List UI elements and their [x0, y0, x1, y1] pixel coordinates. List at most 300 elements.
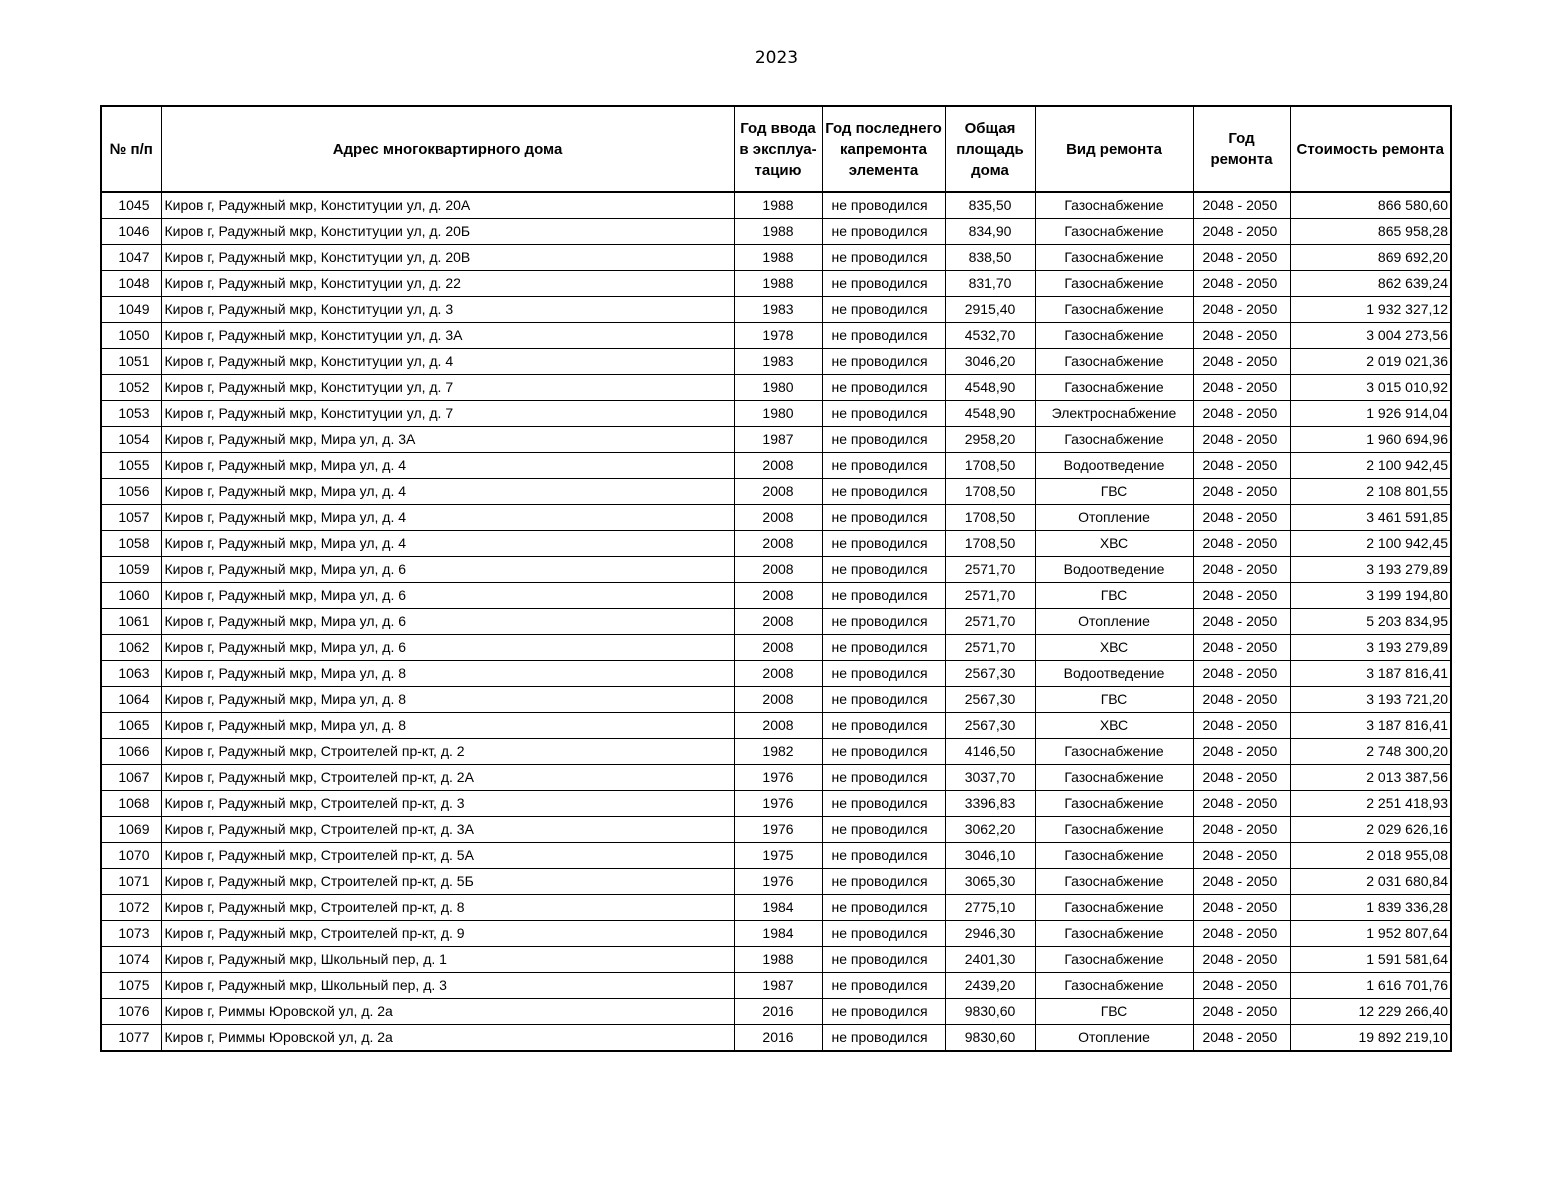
- cell-cost: 1 926 914,04: [1290, 401, 1451, 427]
- cell-last-repair: не проводился: [822, 687, 945, 713]
- cell-address: Киров г, Радужный мкр, Мира ул, д. 8: [161, 687, 734, 713]
- cell-address: Киров г, Радужный мкр, Мира ул, д. 6: [161, 557, 734, 583]
- cell-year-built: 2008: [734, 583, 822, 609]
- cell-year-built: 2008: [734, 557, 822, 583]
- cell-area: 4146,50: [945, 739, 1035, 765]
- cell-last-repair: не проводился: [822, 479, 945, 505]
- table-row: [101, 401, 1451, 427]
- table-row: [101, 921, 1451, 947]
- cell-last-repair: не проводился: [822, 973, 945, 999]
- cell-area: 2571,70: [945, 609, 1035, 635]
- cell-area: 2567,30: [945, 713, 1035, 739]
- cell-address: Киров г, Радужный мкр, Строителей пр-кт, д. 9: [161, 921, 734, 947]
- cell-repair-type: Газоснабжение: [1035, 765, 1193, 791]
- table-row: [101, 817, 1451, 843]
- cell-area: 1708,50: [945, 505, 1035, 531]
- cell-repair-type: ГВС: [1035, 479, 1193, 505]
- cell-last-repair: не проводился: [822, 557, 945, 583]
- cell-last-repair: не проводился: [822, 583, 945, 609]
- cell-area: 2958,20: [945, 427, 1035, 453]
- cell-cost: 3 015 010,92: [1290, 375, 1451, 401]
- cell-year-built: 2008: [734, 687, 822, 713]
- cell-address: Киров г, Радужный мкр, Мира ул, д. 6: [161, 635, 734, 661]
- table-row: [101, 1025, 1451, 1052]
- cell-repair-type: Газоснабжение: [1035, 817, 1193, 843]
- header-num: № п/п: [101, 106, 161, 192]
- cell-year-built: 1978: [734, 323, 822, 349]
- cell-year-built: 1988: [734, 271, 822, 297]
- cell-last-repair: не проводился: [822, 947, 945, 973]
- cell-repair-type: Газоснабжение: [1035, 375, 1193, 401]
- cell-repair-type: Электроснабжение: [1035, 401, 1193, 427]
- table-row: [101, 505, 1451, 531]
- cell-repair-year: 2048 - 2050: [1193, 219, 1290, 245]
- cell-last-repair: не проводился: [822, 921, 945, 947]
- cell-repair-year: 2048 - 2050: [1193, 687, 1290, 713]
- cell-last-repair: не проводился: [822, 219, 945, 245]
- cell-repair-type: Газоснабжение: [1035, 739, 1193, 765]
- cell-num: 1056: [101, 479, 161, 505]
- cell-year-built: 2008: [734, 531, 822, 557]
- cell-area: 3037,70: [945, 765, 1035, 791]
- cell-num: 1076: [101, 999, 161, 1025]
- cell-year-built: 1987: [734, 427, 822, 453]
- cell-num: 1075: [101, 973, 161, 999]
- header-cost: Стоимость ремонта: [1290, 106, 1451, 192]
- cell-year-built: 1988: [734, 192, 822, 219]
- cell-address: Киров г, Радужный мкр, Мира ул, д. 4: [161, 505, 734, 531]
- cell-repair-type: ХВС: [1035, 713, 1193, 739]
- cell-repair-type: Газоснабжение: [1035, 869, 1193, 895]
- cell-address: Киров г, Радужный мкр, Строителей пр-кт, д. 5А: [161, 843, 734, 869]
- cell-address: Киров г, Радужный мкр, Строителей пр-кт, д. 2А: [161, 765, 734, 791]
- cell-repair-year: 2048 - 2050: [1193, 245, 1290, 271]
- cell-last-repair: не проводился: [822, 869, 945, 895]
- cell-year-built: 1988: [734, 219, 822, 245]
- cell-repair-type: ГВС: [1035, 687, 1193, 713]
- cell-area: 1708,50: [945, 479, 1035, 505]
- table-body: [101, 192, 1451, 1051]
- cell-area: 834,90: [945, 219, 1035, 245]
- cell-last-repair: не проводился: [822, 297, 945, 323]
- cell-num: 1045: [101, 192, 161, 219]
- cell-cost: 1 591 581,64: [1290, 947, 1451, 973]
- cell-last-repair: не проводился: [822, 765, 945, 791]
- cell-cost: 2 100 942,45: [1290, 453, 1451, 479]
- cell-area: 4548,90: [945, 375, 1035, 401]
- cell-repair-year: 2048 - 2050: [1193, 271, 1290, 297]
- cell-repair-type: Газоснабжение: [1035, 245, 1193, 271]
- cell-cost: 866 580,60: [1290, 192, 1451, 219]
- cell-year-built: 1976: [734, 791, 822, 817]
- cell-num: 1049: [101, 297, 161, 323]
- cell-repair-type: ХВС: [1035, 635, 1193, 661]
- cell-repair-year: 2048 - 2050: [1193, 583, 1290, 609]
- page-year-heading: 2023: [754, 48, 799, 68]
- table-row: [101, 245, 1451, 271]
- cell-area: 2946,30: [945, 921, 1035, 947]
- cell-address: Киров г, Радужный мкр, Школьный пер, д. 3: [161, 973, 734, 999]
- cell-address: Киров г, Радужный мкр, Конституции ул, д. 7: [161, 375, 734, 401]
- cell-num: 1053: [101, 401, 161, 427]
- cell-repair-year: 2048 - 2050: [1193, 921, 1290, 947]
- cell-cost: 3 187 816,41: [1290, 661, 1451, 687]
- cell-area: 3062,20: [945, 817, 1035, 843]
- cell-num: 1066: [101, 739, 161, 765]
- cell-last-repair: не проводился: [822, 999, 945, 1025]
- cell-cost: 2 748 300,20: [1290, 739, 1451, 765]
- cell-cost: 2 019 021,36: [1290, 349, 1451, 375]
- cell-year-built: 1983: [734, 297, 822, 323]
- cell-last-repair: не проводился: [822, 192, 945, 219]
- cell-repair-year: 2048 - 2050: [1193, 531, 1290, 557]
- cell-num: 1059: [101, 557, 161, 583]
- cell-address: Киров г, Риммы Юровской ул, д. 2а: [161, 1025, 734, 1052]
- table-row: [101, 999, 1451, 1025]
- cell-area: 2567,30: [945, 687, 1035, 713]
- table-row: [101, 635, 1451, 661]
- cell-area: 3065,30: [945, 869, 1035, 895]
- cell-year-built: 2008: [734, 609, 822, 635]
- cell-last-repair: не проводился: [822, 609, 945, 635]
- cell-repair-year: 2048 - 2050: [1193, 817, 1290, 843]
- cell-address: Киров г, Риммы Юровской ул, д. 2а: [161, 999, 734, 1025]
- cell-last-repair: не проводился: [822, 505, 945, 531]
- cell-cost: 19 892 219,10: [1290, 1025, 1451, 1052]
- cell-repair-type: Водоотведение: [1035, 661, 1193, 687]
- cell-year-built: 2008: [734, 713, 822, 739]
- cell-year-built: 1984: [734, 895, 822, 921]
- table-row: [101, 349, 1451, 375]
- table-row: [101, 895, 1451, 921]
- cell-year-built: 2008: [734, 453, 822, 479]
- cell-repair-year: 2048 - 2050: [1193, 791, 1290, 817]
- cell-repair-type: Отопление: [1035, 1025, 1193, 1052]
- cell-repair-year: 2048 - 2050: [1193, 895, 1290, 921]
- cell-address: Киров г, Радужный мкр, Конституции ул, д. 3: [161, 297, 734, 323]
- table-row: [101, 479, 1451, 505]
- table-row: [101, 869, 1451, 895]
- cell-cost: 2 108 801,55: [1290, 479, 1451, 505]
- cell-cost: 2 100 942,45: [1290, 531, 1451, 557]
- cell-repair-type: Газоснабжение: [1035, 843, 1193, 869]
- cell-last-repair: не проводился: [822, 323, 945, 349]
- header-last-repair: Год последнего капремонта элемента: [822, 106, 945, 192]
- cell-last-repair: не проводился: [822, 427, 945, 453]
- cell-address: Киров г, Радужный мкр, Конституции ул, д. 3А: [161, 323, 734, 349]
- cell-repair-year: 2048 - 2050: [1193, 323, 1290, 349]
- cell-repair-type: ГВС: [1035, 583, 1193, 609]
- cell-area: 3396,83: [945, 791, 1035, 817]
- cell-last-repair: не проводился: [822, 791, 945, 817]
- cell-num: 1067: [101, 765, 161, 791]
- cell-area: 2439,20: [945, 973, 1035, 999]
- cell-num: 1046: [101, 219, 161, 245]
- cell-area: 3046,10: [945, 843, 1035, 869]
- cell-last-repair: не проводился: [822, 739, 945, 765]
- cell-last-repair: не проводился: [822, 843, 945, 869]
- cell-num: 1057: [101, 505, 161, 531]
- cell-repair-type: Водоотведение: [1035, 557, 1193, 583]
- cell-area: 9830,60: [945, 1025, 1035, 1052]
- cell-repair-type: Газоснабжение: [1035, 427, 1193, 453]
- cell-last-repair: не проводился: [822, 531, 945, 557]
- cell-num: 1071: [101, 869, 161, 895]
- cell-repair-type: Газоснабжение: [1035, 219, 1193, 245]
- cell-year-built: 2008: [734, 661, 822, 687]
- cell-year-built: 1976: [734, 869, 822, 895]
- cell-year-built: 1975: [734, 843, 822, 869]
- cell-num: 1058: [101, 531, 161, 557]
- cell-num: 1073: [101, 921, 161, 947]
- cell-cost: 3 193 721,20: [1290, 687, 1451, 713]
- cell-num: 1051: [101, 349, 161, 375]
- cell-cost: 2 029 626,16: [1290, 817, 1451, 843]
- cell-num: 1054: [101, 427, 161, 453]
- cell-address: Киров г, Радужный мкр, Строителей пр-кт, д. 3: [161, 791, 734, 817]
- cell-year-built: 1982: [734, 739, 822, 765]
- cell-num: 1077: [101, 1025, 161, 1052]
- cell-last-repair: не проводился: [822, 245, 945, 271]
- cell-last-repair: не проводился: [822, 713, 945, 739]
- cell-year-built: 1980: [734, 375, 822, 401]
- cell-year-built: 2008: [734, 505, 822, 531]
- cell-cost: 1 952 807,64: [1290, 921, 1451, 947]
- cell-year-built: 1976: [734, 817, 822, 843]
- cell-last-repair: не проводился: [822, 401, 945, 427]
- cell-address: Киров г, Радужный мкр, Мира ул, д. 3А: [161, 427, 734, 453]
- cell-repair-type: ХВС: [1035, 531, 1193, 557]
- cell-repair-year: 2048 - 2050: [1193, 297, 1290, 323]
- table-row: [101, 973, 1451, 999]
- cell-address: Киров г, Радужный мкр, Конституции ул, д. 7: [161, 401, 734, 427]
- cell-cost: 2 251 418,93: [1290, 791, 1451, 817]
- cell-repair-type: ГВС: [1035, 999, 1193, 1025]
- cell-address: Киров г, Радужный мкр, Строителей пр-кт, д. 8: [161, 895, 734, 921]
- cell-area: 838,50: [945, 245, 1035, 271]
- cell-address: Киров г, Радужный мкр, Мира ул, д. 8: [161, 713, 734, 739]
- cell-repair-type: Отопление: [1035, 609, 1193, 635]
- cell-repair-year: 2048 - 2050: [1193, 479, 1290, 505]
- table-row: [101, 375, 1451, 401]
- cell-repair-year: 2048 - 2050: [1193, 713, 1290, 739]
- cell-year-built: 2008: [734, 635, 822, 661]
- cell-year-built: 2008: [734, 479, 822, 505]
- cell-cost: 12 229 266,40: [1290, 999, 1451, 1025]
- cell-year-built: 1980: [734, 401, 822, 427]
- cell-last-repair: не проводился: [822, 1025, 945, 1052]
- cell-repair-year: 2048 - 2050: [1193, 999, 1290, 1025]
- cell-cost: 3 193 279,89: [1290, 557, 1451, 583]
- table-row: [101, 843, 1451, 869]
- cell-last-repair: не проводился: [822, 453, 945, 479]
- table-row: [101, 713, 1451, 739]
- cell-area: 2571,70: [945, 635, 1035, 661]
- cell-repair-type: Газоснабжение: [1035, 973, 1193, 999]
- table-row: [101, 323, 1451, 349]
- cell-cost: 2 018 955,08: [1290, 843, 1451, 869]
- cell-address: Киров г, Радужный мкр, Мира ул, д. 6: [161, 609, 734, 635]
- cell-cost: 865 958,28: [1290, 219, 1451, 245]
- cell-cost: 5 203 834,95: [1290, 609, 1451, 635]
- cell-repair-year: 2048 - 2050: [1193, 349, 1290, 375]
- header-repair-type: Вид ремонта: [1035, 106, 1193, 192]
- cell-cost: 2 013 387,56: [1290, 765, 1451, 791]
- cell-cost: 1 839 336,28: [1290, 895, 1451, 921]
- cell-year-built: 1988: [734, 245, 822, 271]
- cell-year-built: 1976: [734, 765, 822, 791]
- cell-area: 2401,30: [945, 947, 1035, 973]
- cell-num: 1050: [101, 323, 161, 349]
- cell-address: Киров г, Радужный мкр, Мира ул, д. 6: [161, 583, 734, 609]
- cell-repair-year: 2048 - 2050: [1193, 401, 1290, 427]
- cell-num: 1061: [101, 609, 161, 635]
- table-row: [101, 271, 1451, 297]
- cell-num: 1055: [101, 453, 161, 479]
- cell-repair-type: Газоснабжение: [1035, 192, 1193, 219]
- cell-repair-year: 2048 - 2050: [1193, 505, 1290, 531]
- cell-address: Киров г, Радужный мкр, Конституции ул, д. 4: [161, 349, 734, 375]
- cell-repair-type: Отопление: [1035, 505, 1193, 531]
- cell-repair-year: 2048 - 2050: [1193, 427, 1290, 453]
- cell-year-built: 2016: [734, 1025, 822, 1052]
- cell-cost: 3 187 816,41: [1290, 713, 1451, 739]
- cell-year-built: 1984: [734, 921, 822, 947]
- cell-area: 2775,10: [945, 895, 1035, 921]
- cell-address: Киров г, Радужный мкр, Конституции ул, д. 20В: [161, 245, 734, 271]
- cell-repair-year: 2048 - 2050: [1193, 947, 1290, 973]
- cell-repair-year: 2048 - 2050: [1193, 609, 1290, 635]
- cell-repair-type: Газоснабжение: [1035, 271, 1193, 297]
- cell-address: Киров г, Радужный мкр, Мира ул, д. 4: [161, 453, 734, 479]
- cell-repair-year: 2048 - 2050: [1193, 869, 1290, 895]
- cell-area: 9830,60: [945, 999, 1035, 1025]
- cell-repair-type: Газоснабжение: [1035, 297, 1193, 323]
- cell-area: 835,50: [945, 192, 1035, 219]
- cell-cost: 1 932 327,12: [1290, 297, 1451, 323]
- cell-num: 1072: [101, 895, 161, 921]
- table-row: [101, 531, 1451, 557]
- cell-year-built: 1988: [734, 947, 822, 973]
- cell-cost: 862 639,24: [1290, 271, 1451, 297]
- cell-last-repair: не проводился: [822, 635, 945, 661]
- cell-repair-type: Газоснабжение: [1035, 921, 1193, 947]
- cell-last-repair: не проводился: [822, 817, 945, 843]
- cell-area: 2571,70: [945, 583, 1035, 609]
- cell-repair-year: 2048 - 2050: [1193, 375, 1290, 401]
- header-area: Общая площадь дома: [945, 106, 1035, 192]
- cell-cost: 1 960 694,96: [1290, 427, 1451, 453]
- cell-area: 1708,50: [945, 531, 1035, 557]
- table-row: [101, 947, 1451, 973]
- cell-cost: 3 193 279,89: [1290, 635, 1451, 661]
- cell-address: Киров г, Радужный мкр, Мира ул, д. 4: [161, 479, 734, 505]
- table-row: [101, 739, 1451, 765]
- cell-repair-year: 2048 - 2050: [1193, 661, 1290, 687]
- table-row: [101, 583, 1451, 609]
- repair-schedule-table: [100, 105, 1452, 1052]
- header-year-built: Год ввода в эксплуа-тацию: [734, 106, 822, 192]
- table-row: [101, 219, 1451, 245]
- cell-area: 2567,30: [945, 661, 1035, 687]
- cell-area: 2915,40: [945, 297, 1035, 323]
- table-row: [101, 192, 1451, 219]
- cell-year-built: 2016: [734, 999, 822, 1025]
- cell-address: Киров г, Радужный мкр, Мира ул, д. 8: [161, 661, 734, 687]
- cell-num: 1064: [101, 687, 161, 713]
- cell-repair-year: 2048 - 2050: [1193, 765, 1290, 791]
- cell-address: Киров г, Радужный мкр, Конституции ул, д. 20Б: [161, 219, 734, 245]
- cell-last-repair: не проводился: [822, 895, 945, 921]
- cell-num: 1070: [101, 843, 161, 869]
- header-repair-year: Год ремонта: [1193, 106, 1290, 192]
- cell-area: 4532,70: [945, 323, 1035, 349]
- cell-num: 1048: [101, 271, 161, 297]
- cell-num: 1060: [101, 583, 161, 609]
- cell-repair-year: 2048 - 2050: [1193, 973, 1290, 999]
- cell-area: 831,70: [945, 271, 1035, 297]
- cell-last-repair: не проводился: [822, 375, 945, 401]
- cell-cost: 1 616 701,76: [1290, 973, 1451, 999]
- cell-repair-type: Газоснабжение: [1035, 947, 1193, 973]
- cell-area: 3046,20: [945, 349, 1035, 375]
- cell-cost: 2 031 680,84: [1290, 869, 1451, 895]
- cell-cost: 869 692,20: [1290, 245, 1451, 271]
- cell-num: 1068: [101, 791, 161, 817]
- cell-cost: 3 461 591,85: [1290, 505, 1451, 531]
- cell-num: 1047: [101, 245, 161, 271]
- cell-repair-type: Газоснабжение: [1035, 895, 1193, 921]
- cell-repair-year: 2048 - 2050: [1193, 453, 1290, 479]
- table-row: [101, 453, 1451, 479]
- cell-repair-type: Газоснабжение: [1035, 791, 1193, 817]
- cell-area: 2571,70: [945, 557, 1035, 583]
- table-row: [101, 687, 1451, 713]
- cell-area: 4548,90: [945, 401, 1035, 427]
- cell-num: 1063: [101, 661, 161, 687]
- cell-num: 1062: [101, 635, 161, 661]
- cell-year-built: 1987: [734, 973, 822, 999]
- cell-num: 1074: [101, 947, 161, 973]
- cell-repair-year: 2048 - 2050: [1193, 635, 1290, 661]
- cell-repair-type: Водоотведение: [1035, 453, 1193, 479]
- cell-repair-year: 2048 - 2050: [1193, 192, 1290, 219]
- cell-last-repair: не проводился: [822, 271, 945, 297]
- table-row: [101, 661, 1451, 687]
- cell-cost: 3 199 194,80: [1290, 583, 1451, 609]
- cell-repair-year: 2048 - 2050: [1193, 557, 1290, 583]
- table-row: [101, 765, 1451, 791]
- cell-cost: 3 004 273,56: [1290, 323, 1451, 349]
- cell-year-built: 1983: [734, 349, 822, 375]
- cell-num: 1069: [101, 817, 161, 843]
- cell-address: Киров г, Радужный мкр, Строителей пр-кт, д. 5Б: [161, 869, 734, 895]
- cell-repair-type: Газоснабжение: [1035, 349, 1193, 375]
- cell-num: 1052: [101, 375, 161, 401]
- table-row: [101, 297, 1451, 323]
- table-row: [101, 427, 1451, 453]
- cell-address: Киров г, Радужный мкр, Строителей пр-кт, д. 3А: [161, 817, 734, 843]
- cell-last-repair: не проводился: [822, 349, 945, 375]
- cell-repair-year: 2048 - 2050: [1193, 739, 1290, 765]
- table-row: [101, 557, 1451, 583]
- cell-repair-year: 2048 - 2050: [1193, 1025, 1290, 1052]
- cell-repair-year: 2048 - 2050: [1193, 843, 1290, 869]
- header-address: Адрес многоквартирного дома: [161, 106, 734, 192]
- table-row: [101, 791, 1451, 817]
- cell-num: 1065: [101, 713, 161, 739]
- cell-address: Киров г, Радужный мкр, Строителей пр-кт, д. 2: [161, 739, 734, 765]
